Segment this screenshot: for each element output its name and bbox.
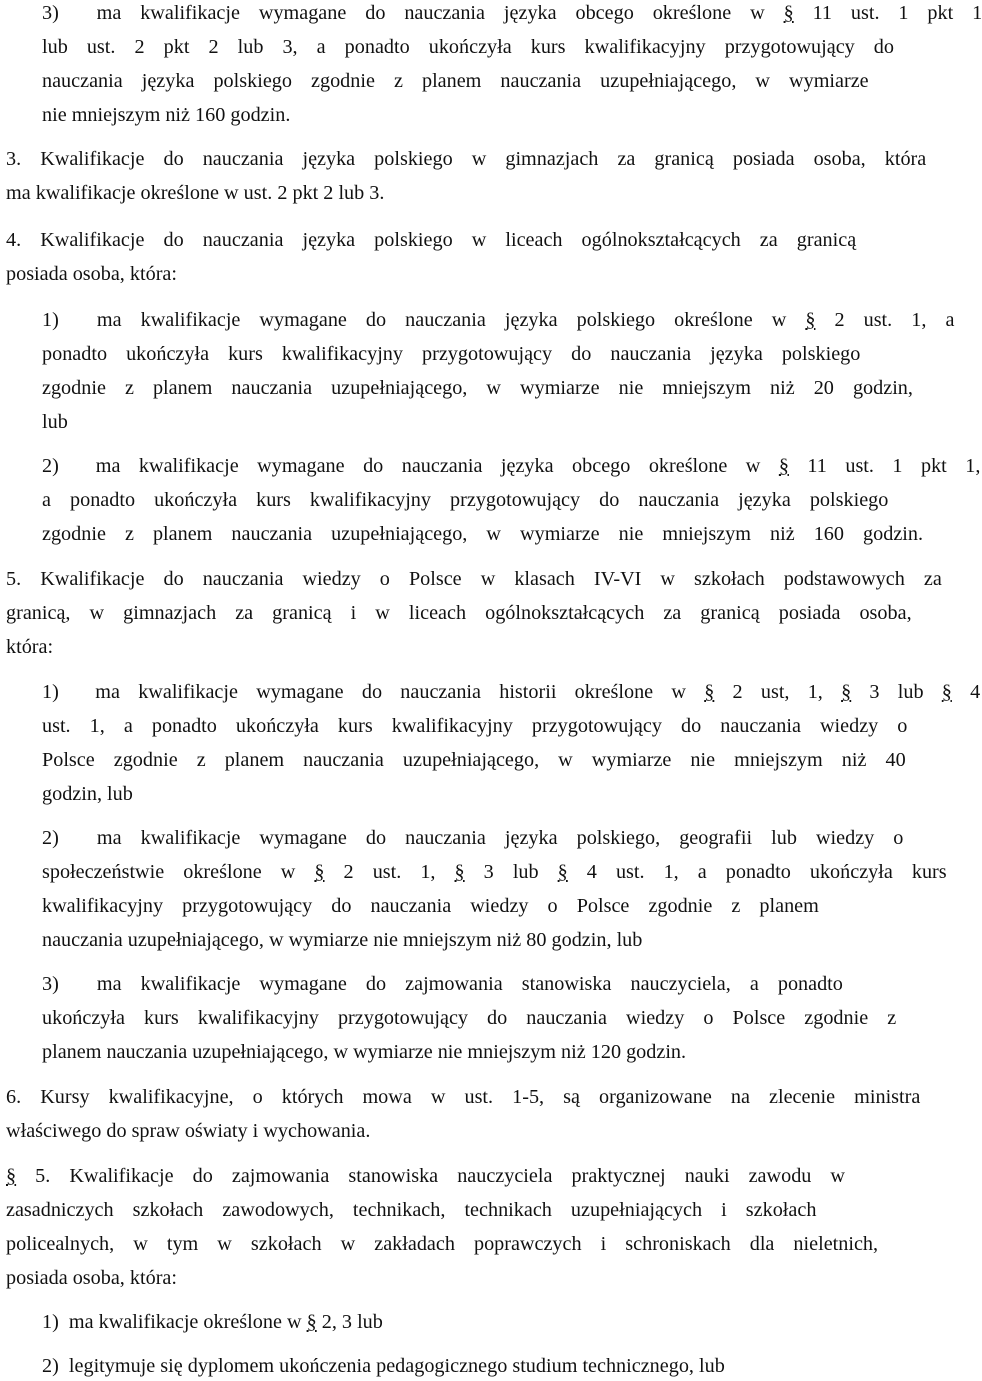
paragraph-6-line-1: 6. Kursy kwalifikacyjne, o których mowa w ust. 1-5, są organizowane na zlecenie ministra: [6, 1086, 921, 1108]
section-5-line-2: zasadniczych szkołach zawodowych, technikach, technikach uzupełniających i szkołach: [6, 1199, 817, 1221]
paragraph-4-line-1: 4. Kwalifikacje do nauczania języka polskiego w liceach ogólnokształcących za granicą: [6, 229, 857, 251]
paragraph-6-line-2: właściwego do spraw oświaty i wychowania.: [6, 1120, 371, 1142]
paragraph-5-line-1: 5. Kwalifikacje do nauczania wiedzy o Polsce w klasach IV-VI w szkołach podstawowych za: [6, 568, 942, 590]
section-sign: §: [306, 1311, 317, 1333]
p4-item-1-line-4: lub: [42, 411, 68, 433]
paragraph-3-line-1: 3. Kwalifikacje do nauczania języka polskiego w gimnazjach za granicą posiada osoba, która: [6, 148, 927, 170]
p5-item-1-line-3: Polsce zgodnie z planem nauczania uzupełniającego, w wymiarze nie mniejszym niż 40: [42, 749, 906, 771]
section-sign: §: [454, 861, 465, 883]
item-3-line-2: lub ust. 2 pkt 2 lub 3, a ponadto ukończyła kurs kwalifikacyjny przygotowujący do: [42, 36, 894, 58]
p5-item-1-line-4: godzin, lub: [42, 783, 133, 805]
p5-item-2-line-2: społeczeństwie określone w § 2 ust. 1, § 3 lub § 4 ust. 1, a ponadto ukończyła kurs: [42, 861, 947, 883]
s5-item-2-line-1: 2) legitymuje się dyplomem ukończenia pedagogicznego studium technicznego, lub: [42, 1355, 725, 1377]
p5-item-3-line-2: ukończyła kurs kwalifikacyjny przygotowujący do nauczania wiedzy o Polsce zgodnie z: [42, 1007, 897, 1029]
item-3-line-3: nauczania języka polskiego zgodnie z planem nauczania uzupełniającego, w wymiarze: [42, 70, 869, 92]
p4-item-2-line-1: 2) ma kwalifikacje wymagane do nauczania języka obcego określone w § 11 ust. 1 pkt 1,: [42, 455, 981, 477]
p5-item-2-line-4: nauczania uzupełniającego, w wymiarze nie mniejszym niż 80 godzin, lub: [42, 929, 643, 951]
section-sign: §: [704, 681, 715, 703]
section-sign: §: [557, 861, 568, 883]
p5-item-1-line-2: ust. 1, a ponadto ukończyła kurs kwalifikacyjny przygotowujący do nauczania wiedzy o: [42, 715, 908, 737]
item-3-line-4: nie mniejszym niż 160 godzin.: [42, 104, 291, 126]
section-sign: §: [314, 861, 325, 883]
p4-item-1-line-2: ponadto ukończyła kurs kwalifikacyjny przygotowujący do nauczania języka polskiego: [42, 343, 861, 365]
section-5-line-4: posiada osoba, która:: [6, 1267, 177, 1289]
p5-item-2-line-3: kwalifikacyjny przygotowujący do nauczania wiedzy o Polsce zgodnie z planem: [42, 895, 819, 917]
section-sign: §: [941, 681, 952, 703]
p4-item-1-line-1: 1) ma kwalifikacje wymagane do nauczania języka polskiego określone w § 2 ust. 1, a: [42, 309, 955, 331]
section-sign: §: [805, 309, 816, 331]
p5-item-1-line-1: 1) ma kwalifikacje wymagane do nauczania historii określone w § 2 ust, 1, § 3 lub § 4: [42, 681, 981, 703]
p5-item-3-line-1: 3) ma kwalifikacje wymagane do zajmowania stanowiska nauczyciela, a ponadto: [42, 973, 843, 995]
item-3-line-1: 3) ma kwalifikacje wymagane do nauczania języka obcego określone w § 11 ust. 1 pkt 1: [42, 2, 982, 24]
section-5-line-3: policealnych, w tym w szkołach w zakładach poprawczych i schroniskach dla nieletnich,: [6, 1233, 879, 1255]
p4-item-1-line-3: zgodnie z planem nauczania uzupełniającego, w wymiarze nie mniejszym niż 20 godzin,: [42, 377, 913, 399]
s5-item-1-line-1: 1) ma kwalifikacje określone w § 2, 3 lub: [42, 1311, 383, 1333]
paragraph-5-line-3: która:: [6, 636, 54, 658]
p4-item-2-line-3: zgodnie z planem nauczania uzupełniającego, w wymiarze nie mniejszym niż 160 godzin.: [42, 523, 924, 545]
section-sign: §: [783, 2, 794, 24]
p5-item-3-line-3: planem nauczania uzupełniającego, w wymiarze nie mniejszym niż 120 godzin.: [42, 1041, 687, 1063]
section-sign: §: [6, 1165, 17, 1187]
p5-item-2-line-1: 2) ma kwalifikacje wymagane do nauczania języka polskiego, geografii lub wiedzy o: [42, 827, 904, 849]
paragraph-4-line-2: posiada osoba, która:: [6, 263, 177, 285]
p4-item-2-line-2: a ponadto ukończyła kurs kwalifikacyjny przygotowujący do nauczania języka polskiego: [42, 489, 889, 511]
paragraph-5-line-2: granicą, w gimnazjach za granicą i w liceach ogólnokształcących za granicą posiada osoba,: [6, 602, 912, 624]
section-sign: §: [841, 681, 852, 703]
section-sign: §: [778, 455, 789, 477]
paragraph-3-line-2: ma kwalifikacje określone w ust. 2 pkt 2 lub 3.: [6, 182, 385, 204]
section-5-line-1: § 5. Kwalifikacje do zajmowania stanowiska nauczyciela praktycznej nauki zawodu w: [6, 1165, 846, 1187]
